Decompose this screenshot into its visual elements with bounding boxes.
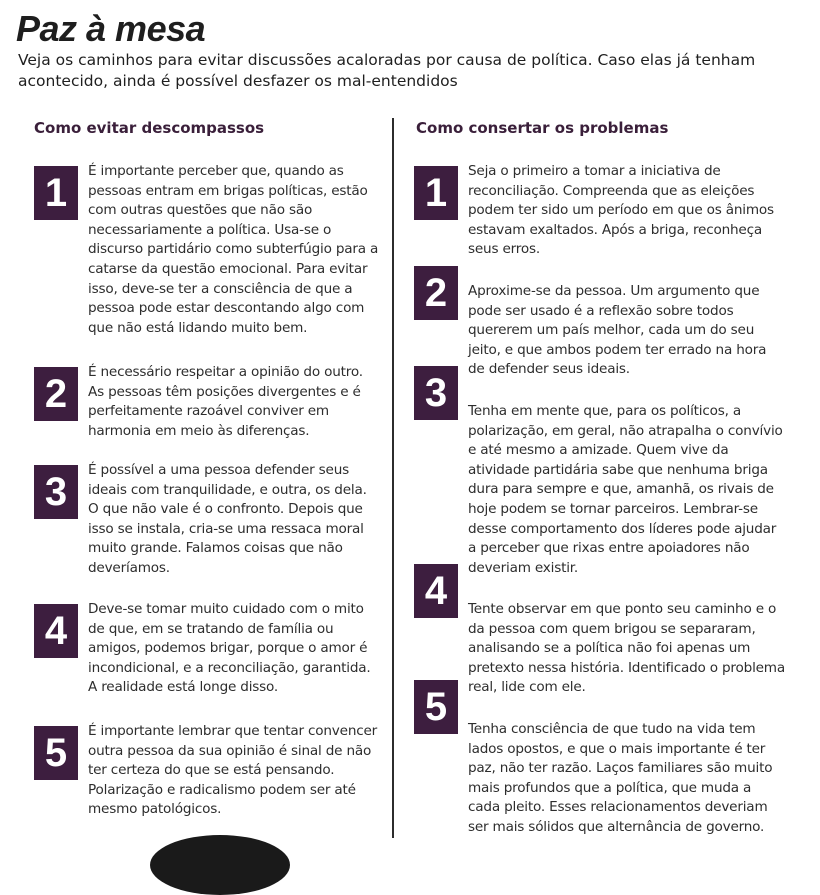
step-number-badge: 5 [34,726,78,780]
step-number-badge: 3 [34,465,78,519]
step-text: É importante perceber que, quando as pessoas entram em brigas políticas, estão com outras questões que não são necessariamente a política. Usa-se o discurso partidário como subterfúgio para a catarse da questão emocional. Para evitar isso, deve-se ter a consciência de que a pessoa pode estar descontando algo com que não está lidando muito bem. [88,163,379,336]
step-text: Tente observar em que ponto seu caminho e o da pessoa com quem brigou se separaram, analisando se a política não foi apenas um pretexto nessa história. Identificado o problema real, lide com ele. [468,601,785,696]
step-number-badge: 1 [414,166,458,220]
left-column-heading: Como evitar descompassos [34,119,265,137]
step-text: É importante lembrar que tentar convencer outra pessoa da sua opinião é sinal de não ter certeza do que se está pensando. Polarização e radicalismo podem ser até mesmo patológicos. [88,723,378,818]
step-text: Seja o primeiro a tomar a iniciativa de reconciliação. Compreenda que as eleições podem ter sido um período em que os ânimos estavam exaltados. Após a briga, reconheça seus erros. [468,163,774,258]
photo-fragment [150,835,290,895]
step-number-badge: 1 [34,166,78,220]
right-column-heading: Como consertar os problemas [416,119,669,137]
page-subtitle: Veja os caminhos para evitar discussões acaloradas por causa de política. Caso elas já tenham acontecido, ainda é possível desfazer os mal-entendidos [18,51,756,90]
step-text: É necessário respeitar a opinião do outro. As pessoas têm posições divergentes e é perfeitamente razoável conviver em harmonia em meio às diferenças. [88,364,363,439]
step-number-badge: 4 [414,564,458,618]
page-title: Paz à mesa [16,8,206,49]
step-number-badge: 5 [414,680,458,734]
step-number-badge: 2 [414,266,458,320]
column-divider [392,118,394,838]
step-text: Aproxime-se da pessoa. Um argumento que pode ser usado é a reflexão sobre todos quererem um país melhor, cada um do seu jeito, e que ambos podem ter errado na hora de defender seus ideais. [468,283,767,378]
step-text: É possível a uma pessoa defender seus ideais com tranquilidade, e outra, os dela. O que não vale é o confronto. Depois que isso se instala, cria-se uma ressaca moral muito grande. Falamos coisas que não deveríamos. [88,462,367,576]
step-text: Deve-se tomar muito cuidado com o mito de que, em se tratando de família ou amigos, podemos brigar, porque o amor é incondicional, e a reconciliação, garantida. A realidade está longe disso. [88,601,371,696]
step-number-badge: 2 [34,367,78,421]
step-text: Tenha consciência de que tudo na vida tem lados opostos, e que o mais importante é ter paz, não ter razão. Laços familiares são muito mais profundos que a política, que muda a cada pleito. Esses relacionamentos deveriam ser mais sólidos que alternância de governo. [468,721,773,835]
step-number-badge: 3 [414,366,458,420]
step-text: Tenha em mente que, para os políticos, a polarização, em geral, não atrapalha o convívio e até mesmo a amizade. Quem vive da atividade partidária sabe que nenhuma briga dura para sempre e que, amanhã, os rivais de hoje podem se tornar parceiros. Lembrar-se desse comportamento dos líderes pode ajudar a perceber que rixas entre apoiadores não deveriam existir. [468,403,783,576]
step-number-badge: 4 [34,604,78,658]
